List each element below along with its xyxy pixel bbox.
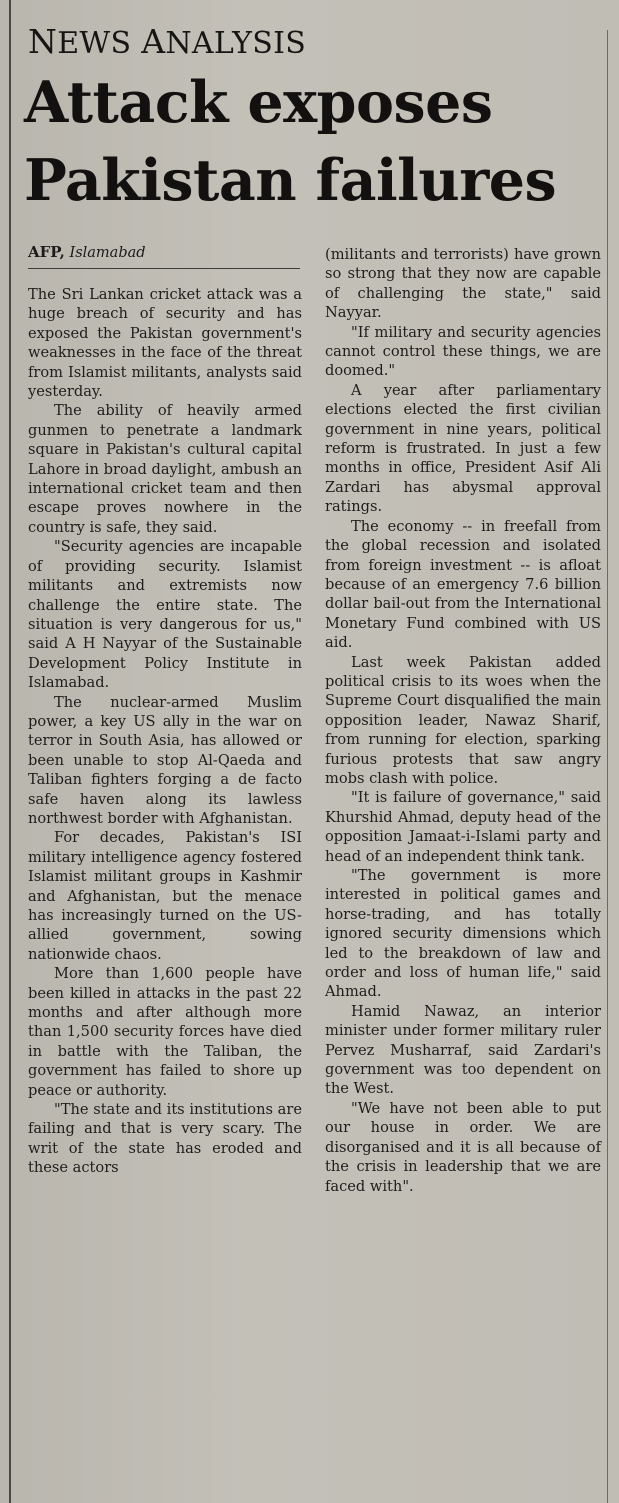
- article-column-left: [28, 285, 302, 1178]
- paragraph: The nuclear-armed Muslim power, a key US ally in the war on terror in South Asia, has allowed or been unable to stop Al-Qaeda and Taliban fighters forging a de facto safe haven along its lawless northwest border with Afghanistan.: [28, 693, 302, 827]
- paragraph: "The government is more interested in political games and horse-trading, and has totally ignored security dimensions which led to the breakdown of law and order and loss of human life," said Ahmad.: [325, 867, 601, 1001]
- paragraph: For decades, Pakistan's ISI military intelligence agency fostered Islamist militant groups in Kashmir and Afghanistan, but the menace has increasingly turned on the US-allied government, sowing nationwide chaos.: [28, 829, 302, 963]
- paragraph: "If military and security agencies cannot control these things, we are doomed.": [325, 323, 601, 380]
- paragraph: A year after parliamentary elections elected the first civilian government in nine years, political reform is frustrated. In just a few months in office, President Asif Ali Zardari has abysmal approval ratings.: [325, 381, 601, 516]
- paragraph: Hamid Nawaz, an interior minister under former military ruler Pervez Musharraf, said Zardari's government was too dependent on the West.: [325, 1002, 601, 1098]
- paragraph: The Sri Lankan cricket attack was a huge breach of security and has exposed the Pakistan government's weaknesses in the face of the threat from Islamist militants, analysts said yesterday.: [28, 286, 302, 401]
- paragraph: "Security agencies are incapable of providing security. Islamist militants and extremists now challenge the entire state. The situation is very dangerous for us," said A H Nayyar of the Sustainable Development Policy Institute in Islamabad.: [28, 538, 302, 692]
- byline: [28, 243, 146, 261]
- byline-divider: [28, 268, 300, 269]
- paragraph: The economy -- in freefall from the global recession and isolated from foreign investment -- is afloat because of an emergency 7.6 billion dollar bail-out from the International Monetary Fund combined with US aid.: [325, 517, 601, 652]
- column-rule-left: [9, 0, 11, 1503]
- paragraph: (militants and terrorists) have grown so strong that they now are capable of challenging the state," said Nayyar.: [325, 246, 601, 322]
- paragraph: "It is failure of governance," said Khurshid Ahmad, deputy head of the opposition Jamaat-i-Islami party and head of an independent think tank.: [325, 789, 601, 865]
- paragraph: "We have not been able to put our house in order. We are disorganised and it is all because of the crisis in leadership that we are faced with".: [325, 1099, 601, 1195]
- byline-agency: AFP,: [28, 243, 65, 261]
- headline-line-2: Pakistan failures: [24, 147, 557, 214]
- paragraph: The ability of heavily armed gunmen to penetrate a landmark square in Pakistan's cultural capital Lahore in broad daylight, ambush an international cricket team and then escape proves nowhere in the country is safe, they said.: [28, 402, 302, 536]
- paragraph: "The state and its institutions are failing and that is very scary. The writ of the state has eroded and these actors: [28, 1101, 302, 1177]
- paragraph: More than 1,600 people have been killed in attacks in the past 22 months and after although more than 1,500 security forces have died in battle with the Taliban, the government has failed to shore up peace or authority.: [28, 965, 302, 1099]
- headline: [24, 64, 604, 220]
- section-kicker: NEWS ANALYSIS: [28, 22, 307, 61]
- headline-line-1: Attack exposes: [24, 69, 493, 136]
- paragraph: Last week Pakistan added political crisis to its woes when the Supreme Court disqualified the main opposition leader, Nawaz Sharif, from running for election, sparking furious protests that saw angry mobs clash with police.: [325, 653, 601, 787]
- byline-place: Islamabad: [69, 245, 146, 261]
- column-rule-right: [607, 30, 608, 1503]
- article-column-right: [325, 245, 601, 1196]
